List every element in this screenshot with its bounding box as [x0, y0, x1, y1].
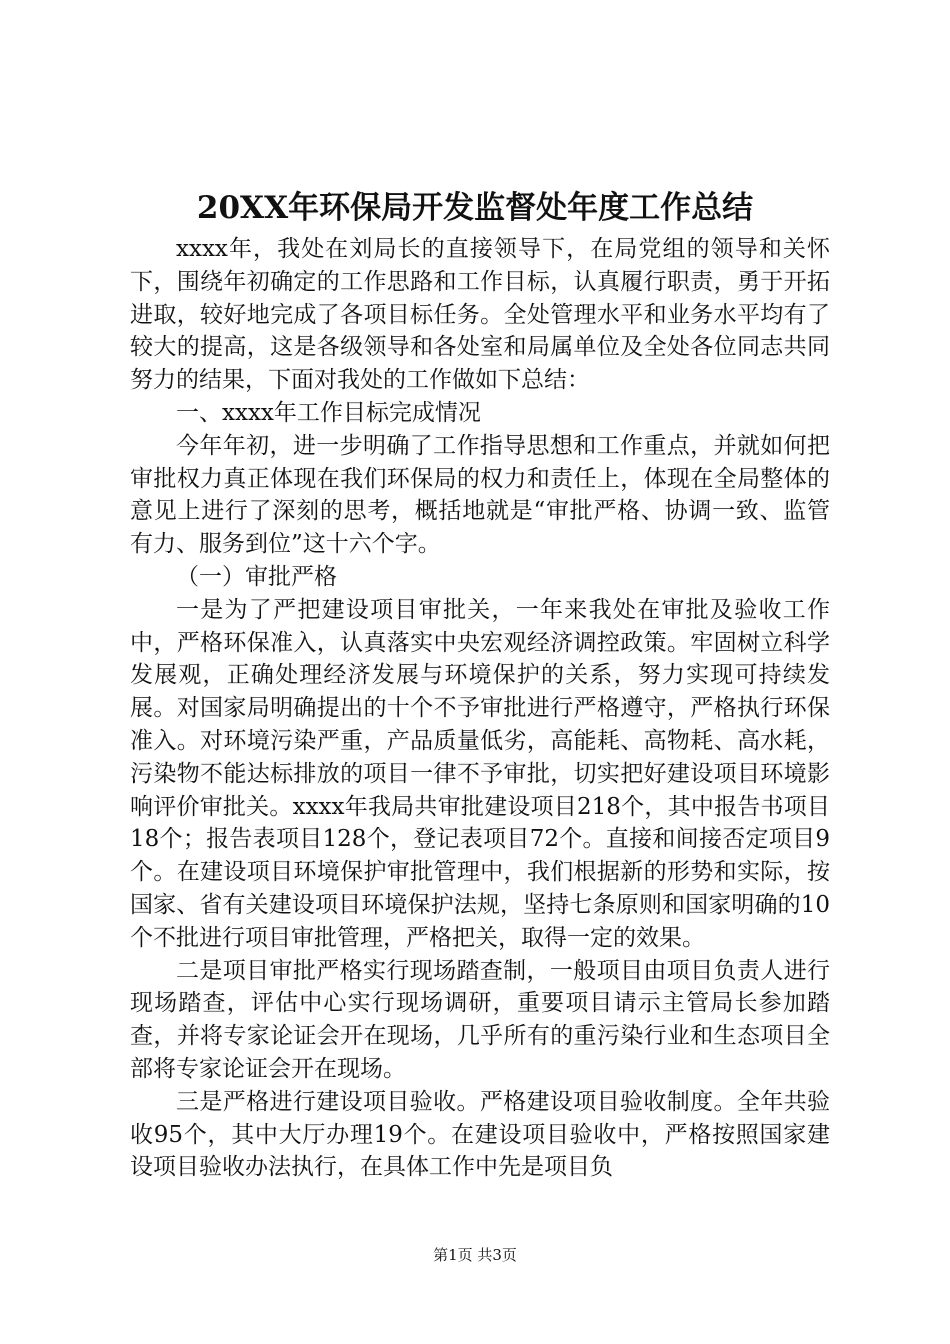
- paragraph-intro: xxxx年，我处在刘局长的直接领导下，在局党组的领导和关怀下，围绕年初确定的工作思路和工作目标，认真履行职责，勇于开拓进取，较好地完成了各项目标任务。全处管理水平和业务水平均有了较大的提高，这是各级领导和各处室和局属单位及全处各位同志共同努力的结果，下面对我处的工作做如下总结：: [130, 236, 830, 394]
- document-body: [130, 233, 830, 1184]
- document-title: 20XX年环保局开发监督处年度工作总结: [196, 190, 754, 226]
- paragraph-project-acceptance: 三是严格进行建设项目验收。严格建设项目验收制度。全年共验收95个，其中大厅办理19个。在建设项目验收中，严格按照国家建设项目验收办法执行，在具体工作中先是项目负: [130, 1088, 830, 1181]
- page-footer: 第1页 共3页: [433, 1246, 517, 1264]
- paragraph-work-guideline: 今年年初，进一步明确了工作指导思想和工作重点，并就如何把审批权力真正体现在我们环保局的权力和责任上，体现在全局整体的意见上进行了深刻的思考，概括地就是“审批严格、协调一致、监管有力、服务到位”这十六个字。: [130, 432, 830, 558]
- paragraph-site-inspection: 二是项目审批严格实行现场踏查制，一般项目由项目负责人进行现场踏查，评估中心实行现场调研，重要项目请示主管局长参加踏查，并将专家论证会开在现场，几乎所有的重污染行业和生态项目全部将专家论证会开在现场。: [130, 957, 830, 1082]
- paragraph-strict-approval: 一是为了严把建设项目审批关，一年来我处在审批及验收工作中，严格环保准入，认真落实中央宏观经济调控政策。牢固树立科学发展观，正确处理经济发展与环境保护的关系，努力实现可持续发展。对国家局明确提出的十个不予审批进行严格遵守，严格执行环保准入。对环境污染严重，产品质量低劣，高能耗、高物耗、高水耗，污染物不能达标排放的项目一律不予审批，切实把好建设项目环境影响评价审批关。xxxx年我局共审批建设项目218个，其中报告书项目18个；报告表项目128个，登记表项目72个。直接和间接否定项目9个。在建设项目环境保护审批管理中，我们根据新的形势和实际，按国家、省有关建设项目环境保护法规，坚持七条原则和国家明确的10个不批进行项目审批管理，严格把关，取得一定的效果。: [130, 596, 830, 951]
- subsection-heading-approval: （一）审批严格: [176, 563, 337, 590]
- section-heading-1: 一、xxxx年工作目标完成情况: [176, 399, 481, 426]
